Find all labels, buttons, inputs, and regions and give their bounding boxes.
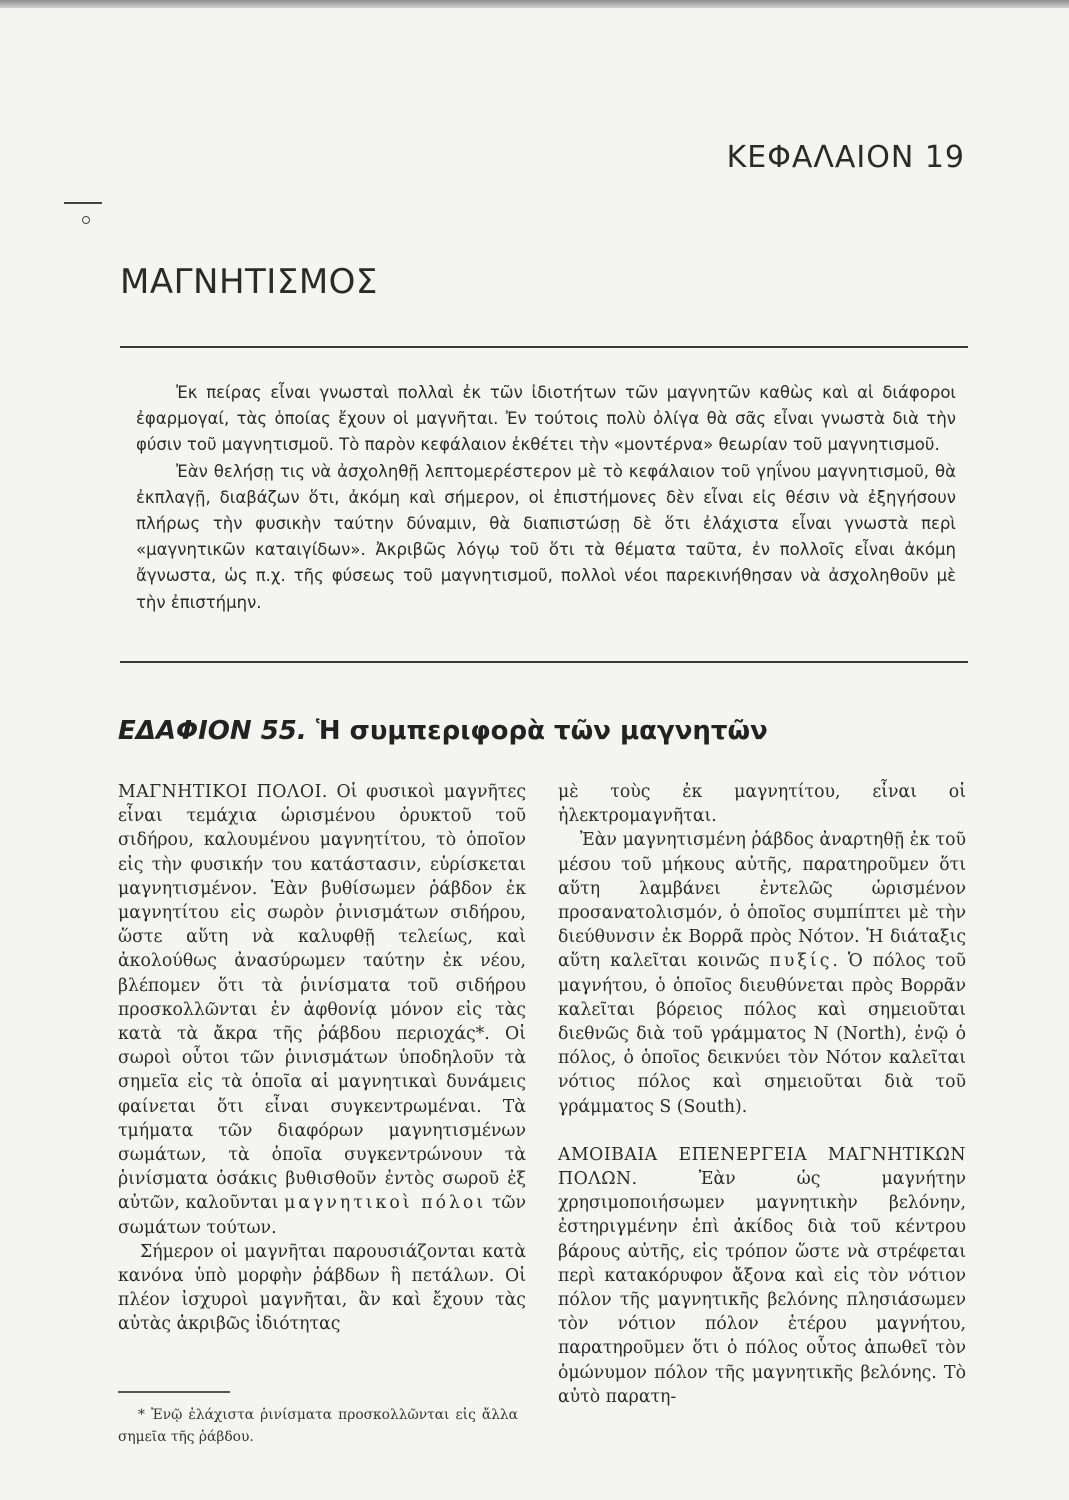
- paragraph-modern-magnets: Σήμερον οἱ μαγνῆται παρουσιάζονται κατὰ κανόνα ὑπὸ μορφὴν ῥάβδων ἢ πετάλων. Οἱ πλέον ἰσχυροὶ μαγνῆται, ἂν καὶ ἔχουν τὰς αὐτὰς ἀκριβῶς ἰδιότητας: [118, 1241, 526, 1335]
- paragraph-text: Ἐὰν μαγνητισμένη ῥάβδος ἀναρτηθῇ ἐκ τοῦ μέσου τοῦ μήκους αὐτῆς, παρατηροῦμεν ὅτι αὕτη λαμβάνει ἐντελῶς ὡρισμένον προσανατολισμόν, ὁ ὁποῖος συμπίπτει μὲ τὴν διεύθυνσιν ἐκ Βορρᾶ πρὸς Νότον. Ἡ διάταξις αὕτη καλεῖται κοινῶς: [558, 830, 966, 972]
- paragraph-text: Οἱ φυσικοὶ μαγνῆτες εἶναι τεμάχια ὡρισμένου ὀρυκτοῦ τοῦ σιδήρου, καλουμένου μαγνητίτου, τὸ ὁποῖον εἰς τὴν φυσικήν του κατάστασιν, εὑρίσκεται μαγνητισμένον. Ἐὰν βυθίσωμεν ῥάβδον ἐκ μαγνητίτου εἰς σωρὸν ῥινισμάτων σιδήρου, ὥστε αὕτη νὰ καλυφθῇ τελείως, καὶ ἀκολούθως ἀνασύρωμεν ταύτην ἐκ νέου, βλέπομεν ὅτι τὰ ῥινίσματα τοῦ σιδήρου προσκολλῶνται ἐν ἀφθονίᾳ μόνον εἰς τὰς κατὰ τὰ ἄκρα τῆς ῥάβδου περιοχάς*. Οἱ σωροὶ οὗτοι τῶν ῥινισμάτων ὑποδηλοῦν τὰ σημεῖα εἰς τὰ ὁποῖα αἱ μαγνητικαὶ δυνάμεις φαίνεται ὅτι εἶναι συγκεντρωμέναι. Τὰ τμήματα τῶν διαφόρων μαγνητισμένων σωμάτων, τὰ ὁποῖα συγκεντρώνουν τὰ ῥινίσματα ὁσάκις βυθισθοῦν ἐντὸς σωροῦ ἐξ αὐτῶν, καλοῦνται: [118, 782, 526, 1214]
- left-column: [118, 780, 526, 1337]
- chapter-title: ΜΑΓΝΗΤΙΣΜΟΣ: [120, 262, 378, 302]
- divider-bottom: [120, 661, 968, 663]
- subheading-magnetic-poles: ΜΑΓΝΗΤΙΚΟΙ ΠΟΛΟΙ.: [118, 782, 328, 802]
- section-title: Ἡ συμπεριφορὰ τῶν μαγνητῶν: [315, 716, 768, 746]
- paragraph-pole-interaction: [558, 1143, 966, 1409]
- right-column: [558, 780, 966, 1409]
- paragraph-text: Ἐὰν ὡς μαγνήτην χρησιμοποιήσωμεν μαγνητικὴν βελόνην, ἐστηριγμένην ἐπὶ ἀκίδος διὰ τοῦ κέντρου βάρους αὐτῆς, εἰς τρόπον ὥστε νὰ στρέφεται περὶ κατακόρυφον ἄξονα καὶ εἰς τὸν νότιον πόλον τῆς μαγνητικῆς βελόνης πλησιάσωμεν τὸν νότιον πόλον ἑτέρου μαγνήτου, παρατηροῦμεν ὅτι ὁ πόλος οὗτος ἀπωθεῖ τὸν ὁμώνυμον πόλον τῆς μαγνητικῆς βελόνης. Τὸ αὐτὸ παρατη-: [558, 1169, 966, 1407]
- margin-mark: [64, 202, 104, 232]
- scan-top-edge: [0, 0, 1069, 8]
- section-number: ΕΔΑΦΙΟΝ 55.: [118, 716, 307, 746]
- section-heading: [118, 716, 768, 746]
- term-compass: πυξίς: [769, 951, 833, 972]
- intro-paragraph-1: Ἐκ πείρας εἶναι γνωσταὶ πολλαὶ ἐκ τῶν ἰδιοτήτων τῶν μαγνητῶν καθὼς καὶ αἱ διάφοροι ἐφαρμογαί, τὰς ὁποίας ἔχουν οἱ μαγνῆται. Ἐν τούτοις πολὺ ὀλίγα θὰ σᾶς εἶναι γνωστὰ διὰ τὴν φύσιν τοῦ μαγνητισμοῦ. Τὸ παρὸν κεφάλαιον ἐκθέτει τὴν «μοντέρνα» θεωρίαν τοῦ μαγνητισμοῦ.: [136, 383, 956, 455]
- divider-top: [120, 346, 968, 348]
- chapter-label: ΚΕΦΑΛΑΙΟΝ 19: [726, 140, 965, 175]
- margin-circle-icon: [82, 216, 90, 224]
- paragraph-compass: [558, 828, 966, 1118]
- footnote: [118, 1404, 518, 1448]
- footnote-text: * Ἐνῷ ἐλάχιστα ῥινίσματα προσκολλῶνται εἰς ἄλλα σημεῖα τῆς ῥάβδου.: [118, 1407, 518, 1445]
- intro-paragraph-2: Ἐὰν θελήσῃ τις νὰ ἀσχοληθῇ λεπτομερέστερον μὲ τὸ κεφάλαιον τοῦ γηΐνου μαγνητισμοῦ, θὰ ἐκπλαγῇ, διαβάζων ὅτι, ἀκόμη καὶ σήμερον, οἱ ἐπιστήμονες δὲν εἶναι εἰς θέσιν νὰ ἐξηγήσουν πλήρως τὴν φυσικὴν ταύτην δύναμιν, θὰ διαπιστώσῃ δὲ ὅτι ἐλάχιστα εἶναι γνωστὰ περὶ «μαγνητικῶν καταιγίδων». Ἀκριβῶς λόγῳ τοῦ ὅτι τὰ θέματα ταῦτα, ἐν πολλοῖς εἶναι ἀκόμη ἄγνωστα, ὡς π.χ. τῆς φύσεως τοῦ μαγνητισμοῦ, πολλοὶ νέοι παρεκινήθησαν νὰ ἀσχοληθοῦν μὲ τὴν ἐπιστήμην.: [136, 461, 956, 612]
- paragraph-text-end: . Ὁ πόλος τοῦ μαγνήτου, ὁ ὁποῖος διευθύνεται πρὸς Βορρᾶν καλεῖται βόρειος πόλος καὶ σημειοῦται διεθνῶς διὰ τοῦ γράμματος N (North), ἐνῷ ὁ πόλος, ὁ ὁποῖος δεικνύει τὸν Νότον καλεῖται νότιος πόλος καὶ σημειοῦται διὰ τοῦ γράμματος S (South).: [558, 951, 966, 1117]
- intro-box: [136, 380, 956, 616]
- footnote-rule: [118, 1391, 230, 1393]
- margin-dash: [64, 202, 102, 204]
- paragraph-continuation: μὲ τοὺς ἐκ μαγνητίτου, εἶναι οἱ ἠλεκτρομαγνῆται.: [558, 782, 966, 827]
- subheading-pole-interaction: ΑΜΟΙΒΑΙΑ ΕΠΕΝΕΡΓΕΙΑ ΜΑΓΝΗΤΙΚΩΝ ΠΟΛΩΝ.: [558, 1144, 966, 1190]
- paragraph-text-end: τῶν σωμάτων τούτων.: [118, 1193, 527, 1238]
- paragraph-magnetic-poles: [118, 780, 526, 1240]
- term-magnetic-poles: μαγνητικοὶ πόλοι: [284, 1193, 487, 1214]
